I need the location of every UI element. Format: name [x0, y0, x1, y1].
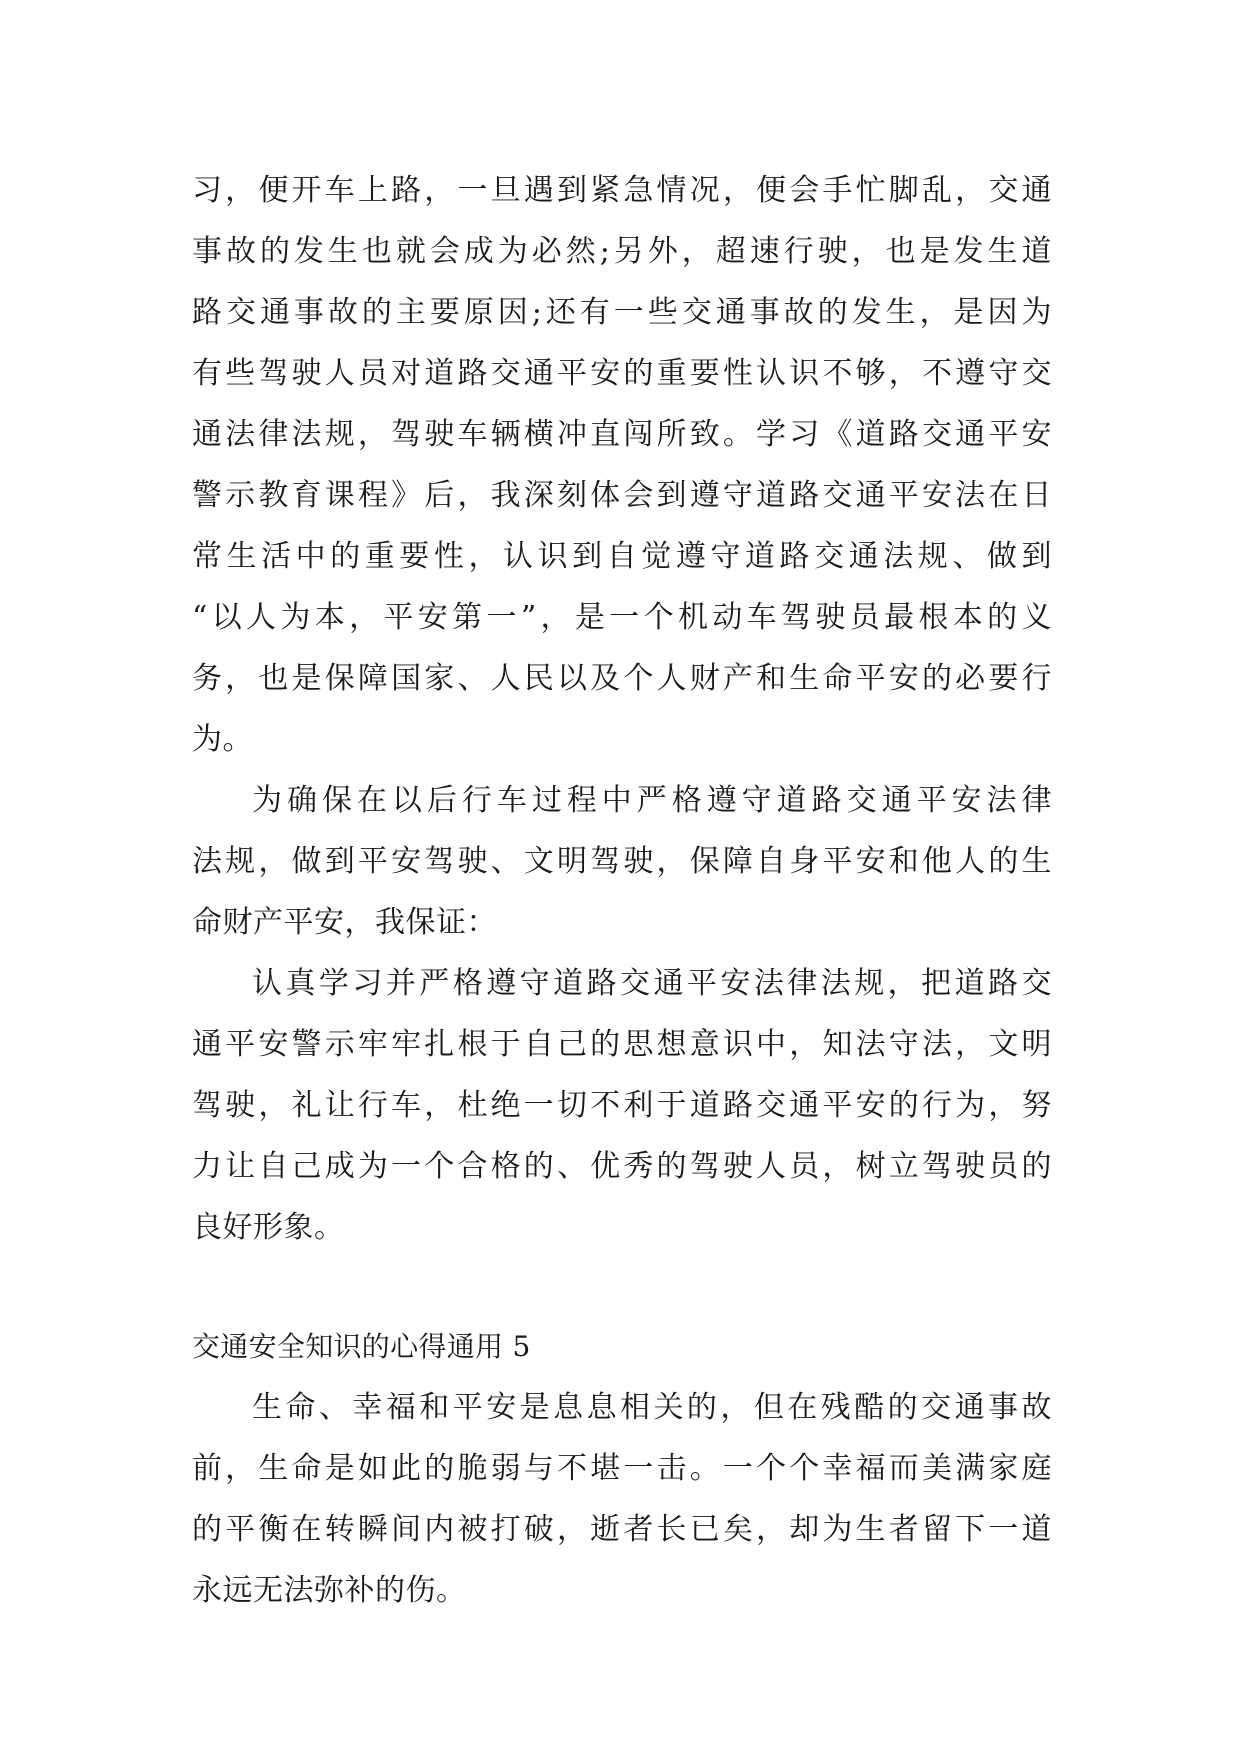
document-body [192, 160, 1052, 1621]
text-line: 为。 [192, 722, 253, 757]
paragraph-2 [192, 770, 1052, 953]
text-line: 驾驶，礼让行车，杜绝一切不利于道路交通平安的行为，努 [192, 1088, 1052, 1123]
text-line: 常生活中的重要性，认识到自觉遵守道路交通法规、做到 [192, 539, 1052, 574]
text-line: 认真学习并严格遵守道路交通平安法律法规，把道路交 [252, 966, 1052, 1001]
text-line: 警示教育课程》后，我深刻体会到遵守道路交通平安法在日 [192, 478, 1052, 513]
text-line: 习，便开车上路，一旦遇到紧急情况，便会手忙脚乱，交通 [192, 173, 1052, 208]
text-line: 前，生命是如此的脆弱与不堪一击。一个个幸福而美满家庭 [192, 1451, 1052, 1486]
text-line: 务，也是保障国家、人民以及个人财产和生命平安的必要行 [192, 661, 1052, 696]
text-line: 的平衡在转瞬间内被打破，逝者长已矣，却为生者留下一道 [192, 1512, 1052, 1547]
text-line: 永远无法弥补的伤。 [192, 1573, 467, 1608]
paragraph-4 [192, 1377, 1052, 1621]
text-line: 为确保在以后行车过程中严格遵守道路交通平安法律 [252, 783, 1052, 818]
paragraph-1 [192, 160, 1052, 770]
text-line: 良好形象。 [192, 1210, 345, 1245]
text-line: 命财产平安，我保证： [192, 905, 497, 940]
text-line: 力让自己成为一个合格的、优秀的驾驶人员，树立驾驶员的 [192, 1149, 1052, 1184]
paragraph-3 [192, 953, 1052, 1258]
text-line: 事故的发生也就会成为必然;另外，超速行驶，也是发生道 [192, 234, 1052, 269]
text-line: 有些驾驶人员对道路交通平安的重要性认识不够，不遵守交 [192, 356, 1052, 391]
text-line: 通平安警示牢牢扎根于自己的思想意识中，知法守法，文明 [192, 1027, 1052, 1062]
text-line: 生命、幸福和平安是息息相关的，但在残酷的交通事故 [252, 1390, 1052, 1425]
text-line: 通法律法规，驾驶车辆横冲直闯所致。学习《道路交通平安 [192, 417, 1052, 452]
text-line: 法规，做到平安驾驶、文明驾驶，保障自身平安和他人的生 [192, 844, 1052, 879]
text-line: “以人为本，平安第一”，是一个机动车驾驶员最根本的义 [192, 600, 1052, 635]
text-line: 路交通事故的主要原因;还有一些交通事故的发生，是因为 [192, 295, 1052, 330]
section-spacer [192, 1258, 1052, 1316]
section-heading: 交通安全知识的心得通用 5 [192, 1330, 531, 1363]
